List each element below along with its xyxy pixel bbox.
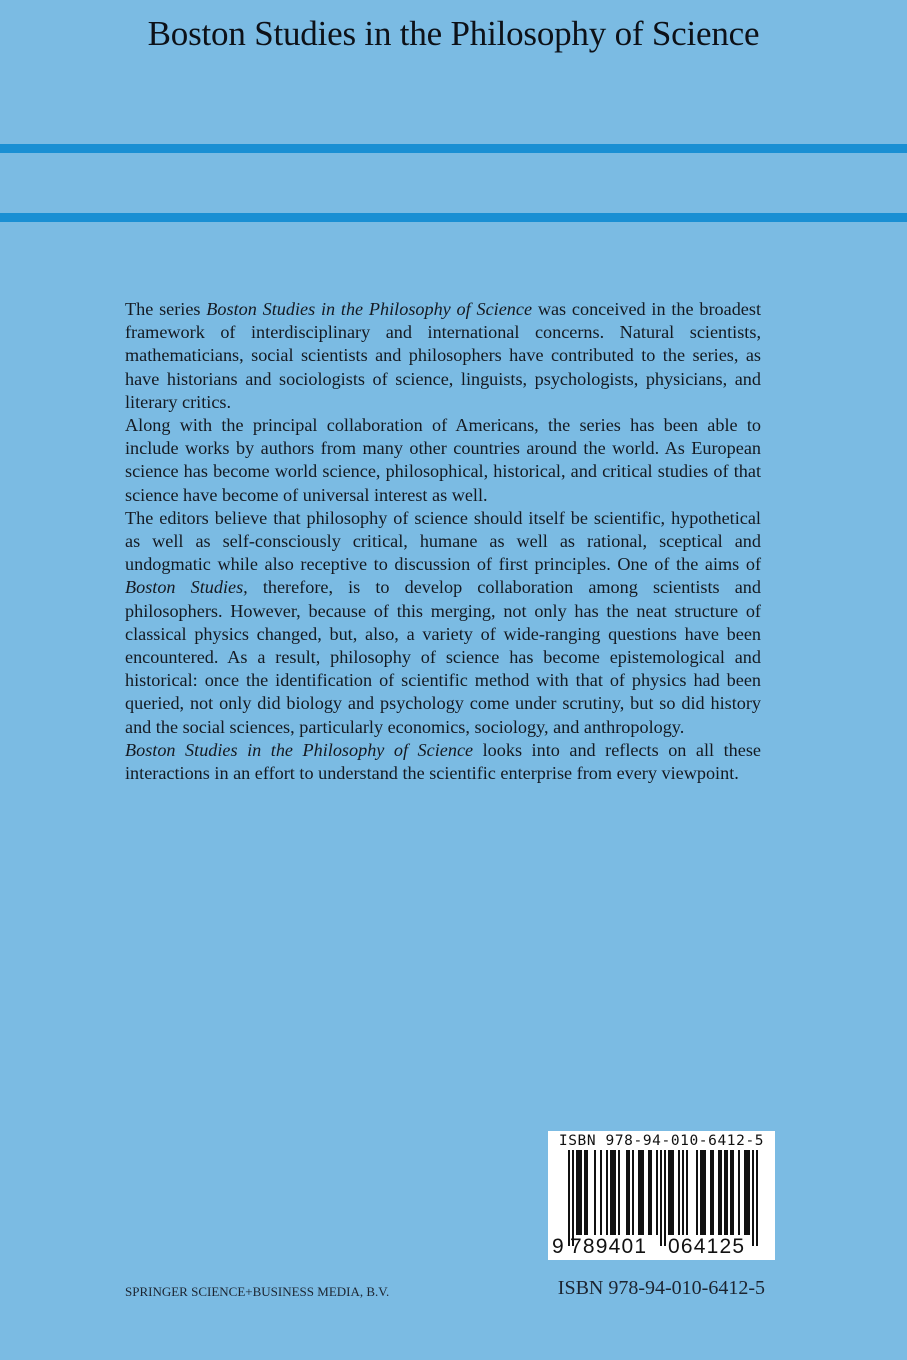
barcode-bar (614, 1150, 616, 1235)
barcode-bar (700, 1150, 702, 1235)
barcode-bar (594, 1150, 596, 1235)
barcode-bar (610, 1150, 612, 1235)
barcode-bar (664, 1150, 666, 1246)
barcode-bar (746, 1150, 748, 1235)
barcode-bar (650, 1150, 652, 1235)
barcode-bar (640, 1150, 642, 1235)
barcode-bar (704, 1150, 706, 1235)
publisher-name: SPRINGER SCIENCE+BUSINESS MEDIA, B.V. (125, 1284, 390, 1299)
barcode-bar (724, 1150, 726, 1235)
barcode-bar (612, 1150, 614, 1235)
barcode-bar (578, 1150, 580, 1235)
barcode-bar (626, 1150, 628, 1235)
barcode-bar (568, 1150, 570, 1246)
isbn-number: ISBN 978-94-010-6412-5 (557, 1277, 765, 1299)
barcode-bar (748, 1150, 750, 1235)
barcode-bar (756, 1150, 758, 1246)
barcode-bar (732, 1150, 734, 1235)
text-run: was conceived in the broadest framework of interdisciplinary and international concerns. Natural scientists, mathematicians, social scientists and philosophers have contributed to the series, as have historians and sociologists of science, linguists, psychologists, physicians, and literary critics. (125, 299, 762, 412)
barcode-bar (648, 1150, 650, 1235)
barcode-bar (618, 1150, 620, 1235)
description-paragraph-3 (125, 507, 761, 739)
barcode-bar (696, 1150, 698, 1235)
barcode-bar (682, 1150, 684, 1235)
barcode-digits-left: 789401 (570, 1235, 648, 1258)
barcode-bar (712, 1150, 714, 1235)
barcode-isbn-label: ISBN 978-94-010-6412-5 (558, 1133, 765, 1149)
series-description (125, 298, 761, 785)
barcode-bar (600, 1150, 602, 1235)
barcode-bar (638, 1150, 640, 1235)
barcode-bar (670, 1150, 672, 1235)
isbn-barcode (548, 1131, 775, 1260)
barcode-bar (656, 1150, 658, 1235)
series-title: Boston Studies in the Philosophy of Science (147, 14, 760, 53)
barcode-bar (580, 1150, 582, 1235)
barcode-bar (718, 1150, 720, 1235)
series-name-italic: Boston Studies in the Philosophy of Science (125, 739, 474, 760)
barcode-digit-first: 9 (552, 1235, 565, 1258)
barcode-bar (738, 1150, 740, 1235)
description-paragraph-4 (125, 739, 761, 785)
barcode-bar (710, 1150, 712, 1235)
barcode-bar (720, 1150, 722, 1235)
barcode-bar (744, 1150, 746, 1235)
barcode-bar (586, 1150, 588, 1235)
barcode-bar (572, 1150, 574, 1246)
barcode-bar (672, 1150, 674, 1235)
barcode-bar (632, 1150, 634, 1235)
barcode-bar (628, 1150, 630, 1235)
text-run: The editors believe that philosophy of science should itself be scientific, hypothetical as well as self-consciously critical, humane as well as rational, sceptical and undogmatic while also receptive to discussion of first principles. One of the aims of (125, 507, 761, 575)
barcode-bar (576, 1150, 578, 1235)
barcode-bar (702, 1150, 704, 1235)
text-run: looks into and reflects on all these interactions in an effort to understand the scientific enterprise from every viewpoint. (125, 739, 761, 784)
barcode-digits-right: 064125 (668, 1235, 746, 1258)
series-name-italic: Boston Studies, (125, 577, 248, 598)
barcode-bar (584, 1150, 586, 1235)
barcode-bar (606, 1150, 608, 1235)
barcode-bar (642, 1150, 644, 1235)
barcode-bar (752, 1150, 754, 1246)
barcode-bar (726, 1150, 728, 1235)
barcode-bar (660, 1150, 662, 1246)
barcode-bar (686, 1150, 688, 1235)
barcode-bar (668, 1150, 670, 1235)
series-name-italic: Boston Studies in the Philosophy of Science (206, 299, 533, 319)
text-run: The series (125, 299, 207, 319)
barcode-bar (730, 1150, 732, 1235)
decorative-band-top (0, 144, 907, 153)
description-paragraph-2: Along with the principal collaboration of Americans, the series has been able to include works by authors from many other countries around the world. As European science has become world science, philosophical, historical, and critical studies of that science have become of universal interest as well. (125, 415, 761, 505)
text-run: therefore, is to develop collaboration among scientists and philosophers. However, because of this merging, not only has the neat structure of classical physics changed, but, also, a variety of wide-ranging questions have been encountered. As a result, philosophy of science has become epistemological and historical: once the identification of scientific method with that of physics had been queried, not only did biology and psychology come under scrutiny, but so did history and the social sciences, particularly economics, sociology, and anthropology. (125, 577, 761, 737)
decorative-band-bottom (0, 213, 907, 222)
barcode-bar (678, 1150, 680, 1235)
description-paragraph-1 (125, 298, 761, 414)
